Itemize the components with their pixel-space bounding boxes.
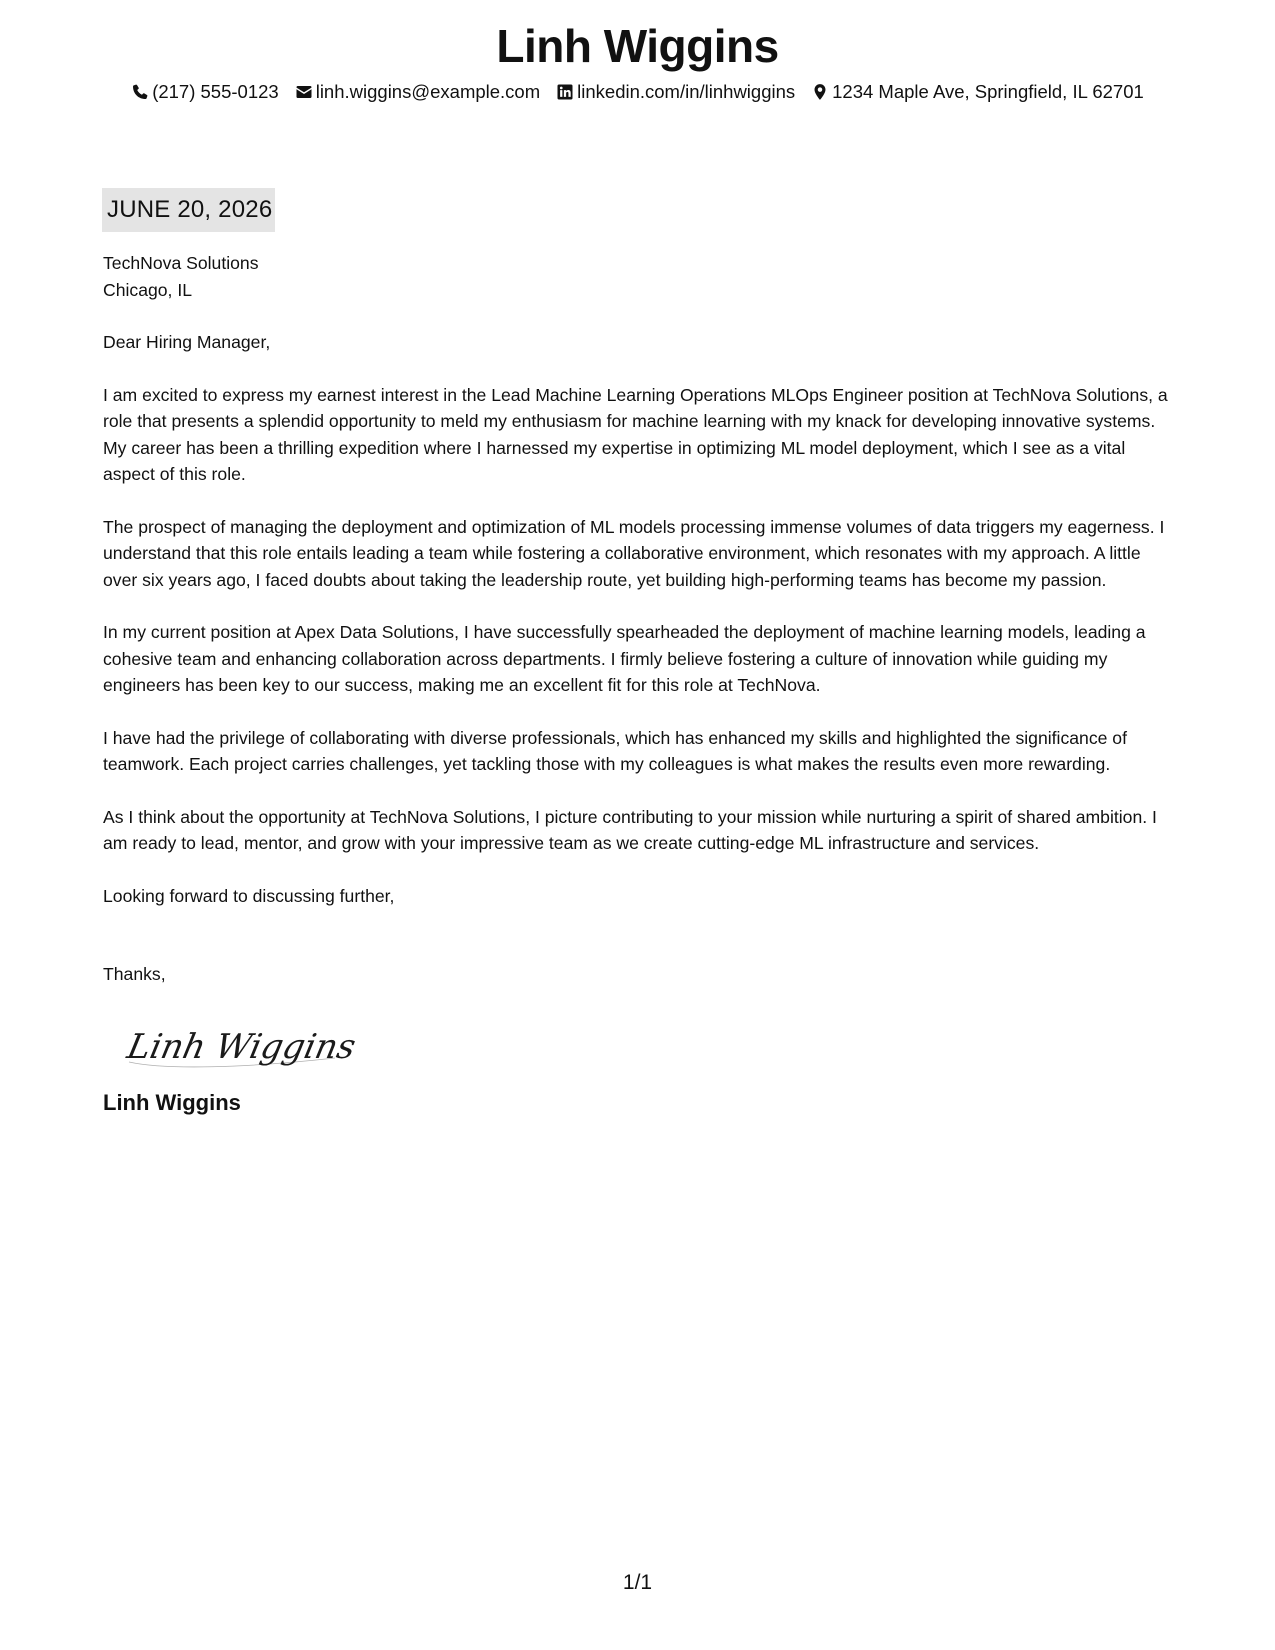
contact-phone	[131, 80, 279, 104]
letter-date: JUNE 20, 2026	[102, 188, 275, 232]
contact-address	[811, 80, 1144, 104]
linkedin-icon	[556, 83, 574, 101]
address-text: 1234 Maple Ave, Springfield, IL 62701	[832, 81, 1144, 102]
linkedin-link[interactable]: linkedin.com/in/linhwiggins	[577, 81, 796, 102]
letter-body	[103, 188, 1178, 1118]
signer-name: Linh Wiggins	[103, 1089, 241, 1115]
body-paragraph: The prospect of managing the deployment and optimization of ML models processing immense volumes of data triggers my eagerness. I understand that this role entails leading a team while fostering a collaborative environment, which resonates with my approach. A little over six years ago, I faced doubts about taking the leadership route, yet building high-performing teams has become my passion.	[103, 516, 1165, 590]
body-paragraph: In my current position at Apex Data Solutions, I have successfully spearheaded the deployment of machine learning models, leading a cohesive team and enhancing collaboration across departments. I firmly believe fostering a culture of innovation while guiding my engineers has been key to our success, making me an excellent fit for this role at TechNova.	[103, 622, 1146, 695]
contact-email[interactable]	[295, 80, 540, 104]
recipient-location: Chicago, IL	[103, 279, 192, 300]
closing-line: Looking forward to discussing further,	[103, 885, 395, 906]
contact-linkedin[interactable]	[556, 80, 795, 104]
letter-header	[0, 18, 1275, 104]
phone-icon	[131, 83, 149, 101]
salutation: Dear Hiring Manager,	[103, 332, 271, 352]
phone-text: (217) 555-0123	[152, 81, 279, 102]
handwritten-signature	[125, 1014, 355, 1074]
signature-glyphs: Linh Wiggins	[125, 1026, 355, 1067]
contact-info	[0, 80, 1275, 104]
map-pin-icon	[811, 83, 829, 101]
applicant-name: Linh Wiggins	[496, 20, 779, 72]
body-paragraph: I am excited to express my earnest interest in the Lead Machine Learning Operations MLOps Engineer position at TechNova Solutions, a role that presents a splendid opportunity to meld my enthusiasm for machine learning with my knack for developing innovative systems. My career has been a thrilling expedition where I harnessed my expertise in optimizing ML model deployment, which I see as a vital aspect of this role.	[103, 384, 1168, 484]
body-paragraph: As I think about the opportunity at TechNova Solutions, I picture contributing to your mission while nurturing a spirit of shared ambition. I am ready to lead, mentor, and grow with your impressive team as we create cutting-edge ML infrastructure and services.	[103, 806, 1157, 853]
email-link[interactable]: linh.wiggins@example.com	[315, 81, 541, 102]
recipient-company: TechNova Solutions	[103, 253, 259, 273]
sign-off: Thanks,	[103, 964, 166, 984]
recipient-block	[103, 250, 1178, 303]
body-paragraph: I have had the privilege of collaborating with diverse professionals, which has enhanced my skills and highlighted the significance of teamwork. Each project carries challenges, yet tackling those with my colleagues is what makes the results even more rewarding.	[103, 727, 1127, 774]
envelope-icon	[295, 83, 313, 101]
page-number: 1/1	[622, 1571, 653, 1594]
